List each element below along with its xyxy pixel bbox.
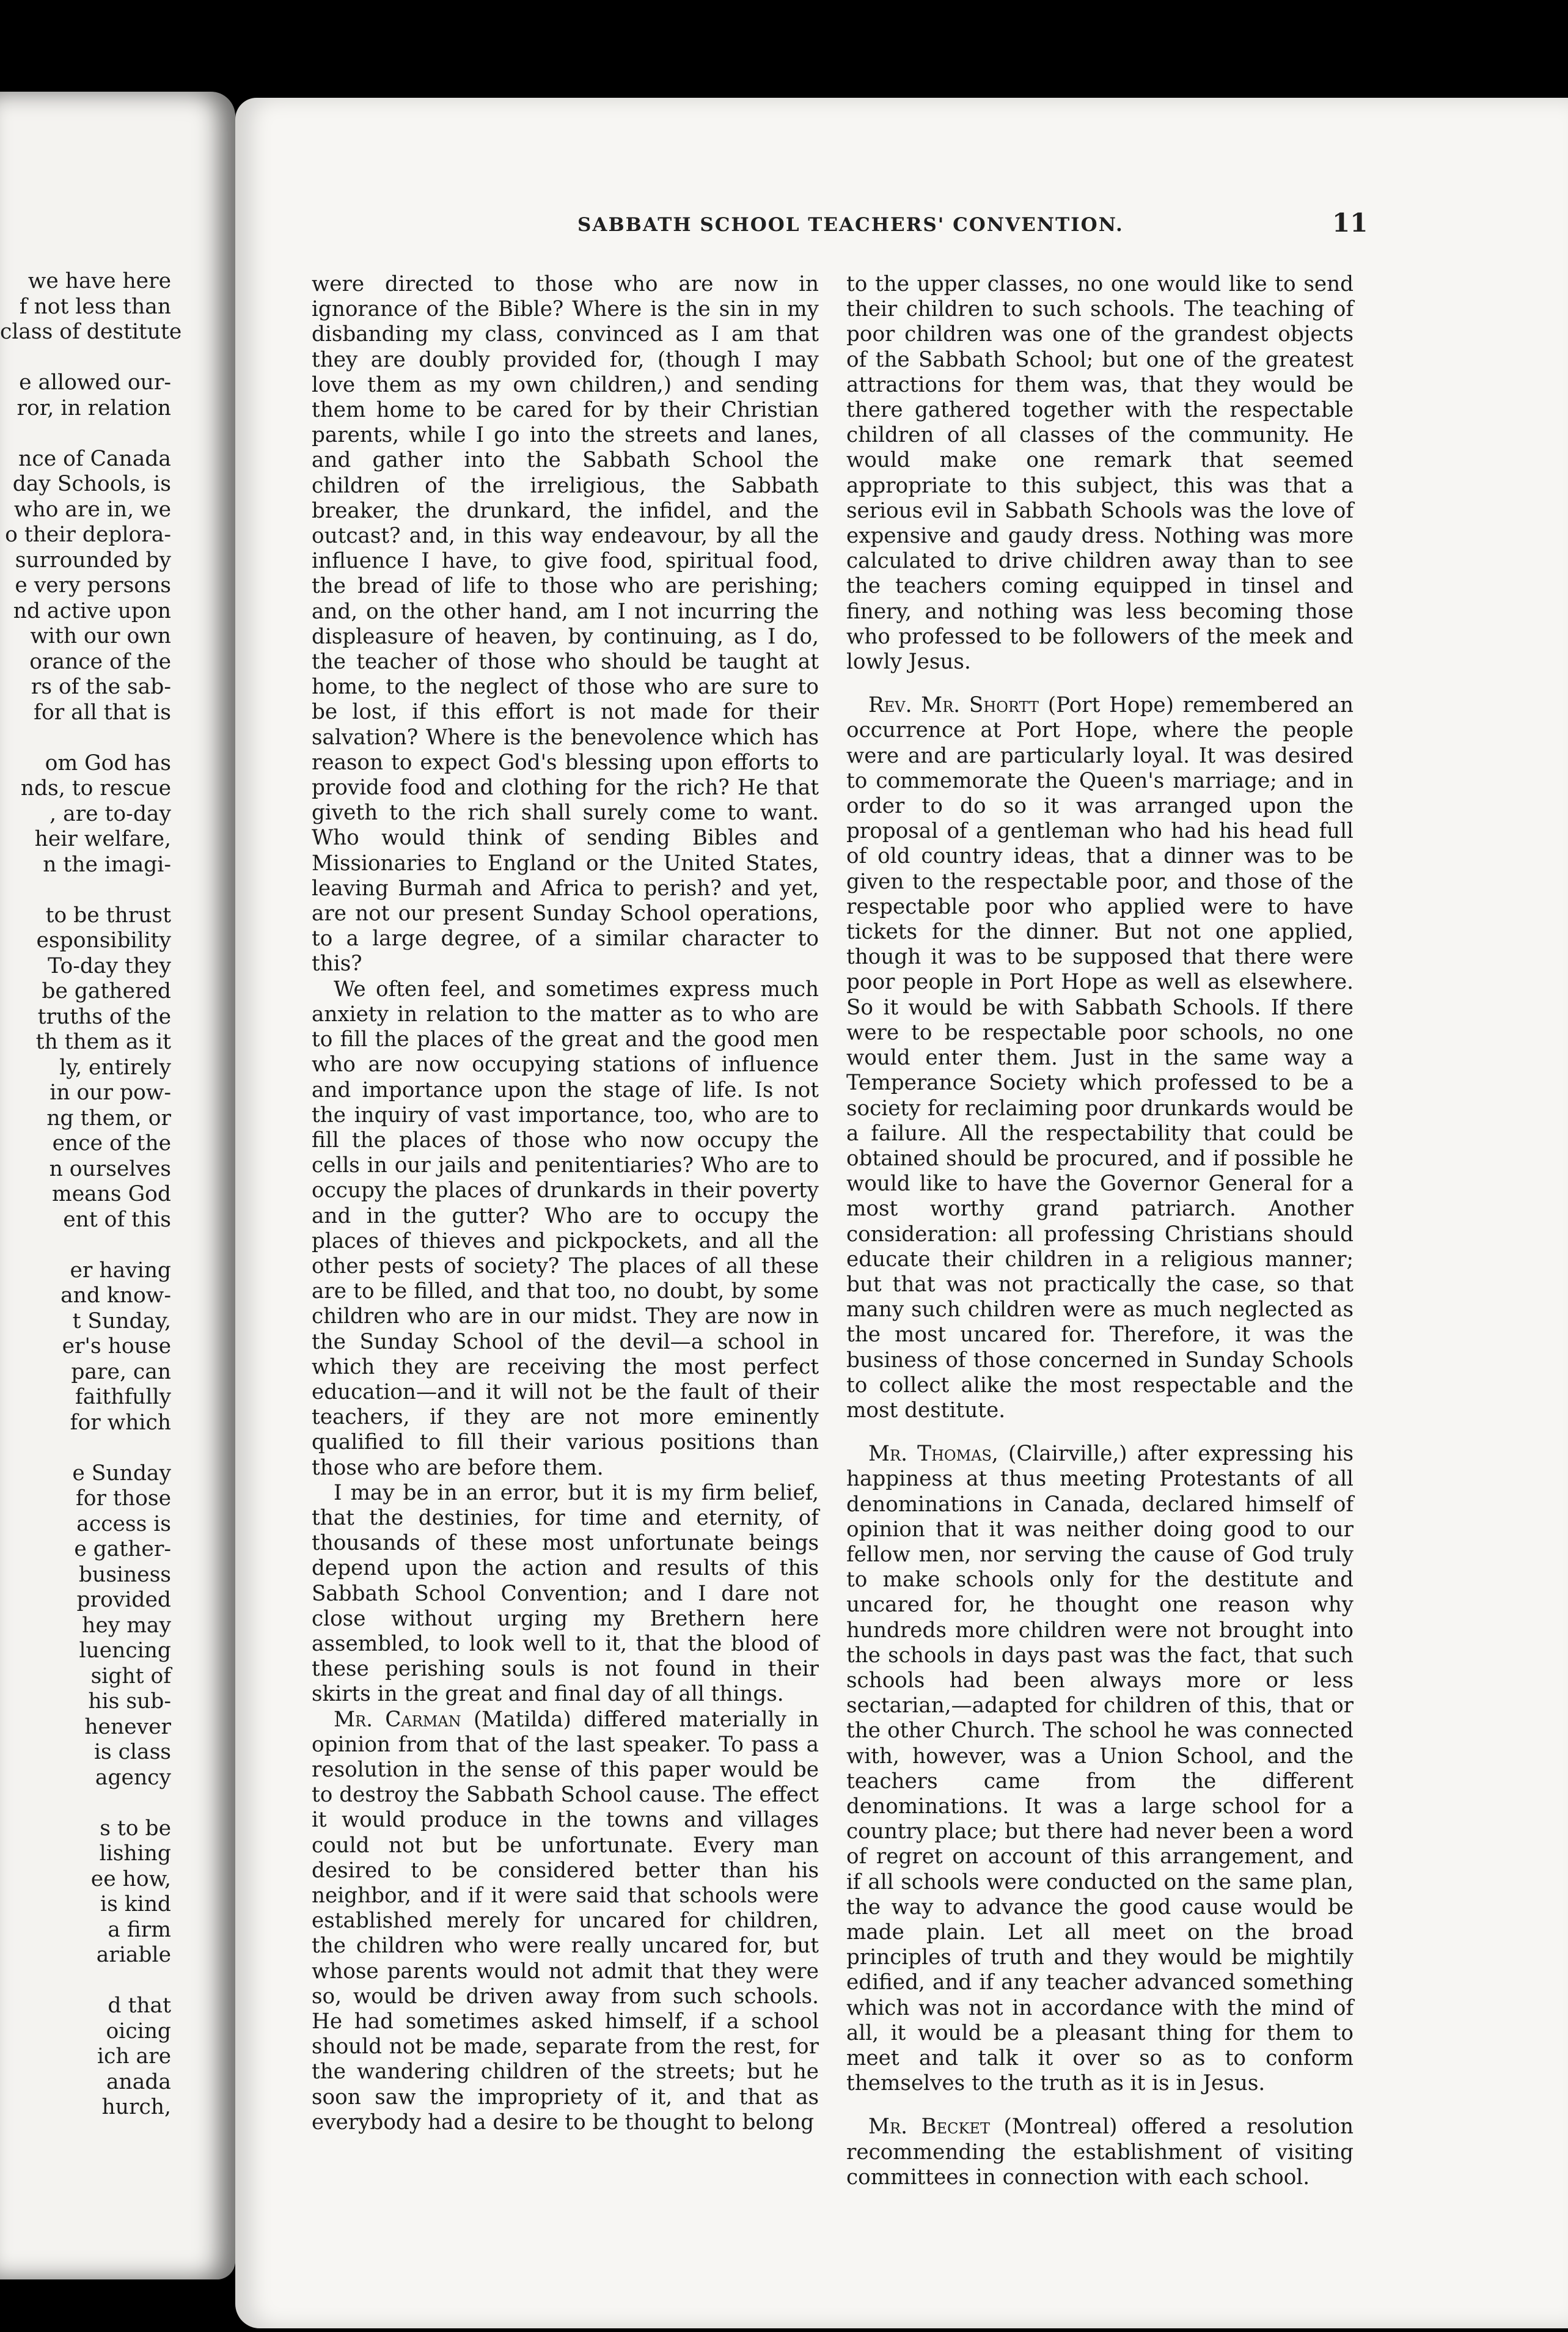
paragraph-text: (Port Hope) remembered an occurrence at Port Hope, where the people were and are particularly loyal. It was desired to commemorate the Queen's marriage; and in order to do so it was arranged upon the proposal of a gentleman who had his head full of old country ideas, that a dinner was to be given to the respectable poor, and those of the respectable poor who applied were to have tickets for the dinner. But not one applied, though it was to be supposed that there were poor people in Port Hope as well as elsewhere. So it would be with Sabbath Schools. If there were to be respectable poor schools, no one would enter them. Just in the same way a Temperance Society which professed to be a society for reclaiming poor drunkards would be a failure. All the respectability that could be obtained should be procured, and if possible he would like to have the Governor General for a most worthy grand patriarch. Another consideration: all professing Christians should educate their children in a religious manner; but that was not practically the case, so that many such children were as much neglected as the most uncared for. Therefore, it was the business of those concerned in Sunday Schools to collect alike the most respectable and the most destitute. [846,693,1354,1423]
previous-page-line: nds, to rescue [20,776,171,801]
previous-page-line: s to be [100,1816,171,1841]
previous-page-line: is kind [100,1892,171,1916]
paragraph: to the upper classes, no one would like to send their children to such schools. The teaching of poor children was one of the grandest objects of the Sabbath School; but one of the greatest attractions for them was, that they would be there gathered together with the respectable children of all classes of the community. He would make one remark that seemed appropriate to this subject, this was that a serious evil in Sabbath Schools was the love of expensive and gaudy dress. Nothing was more calculated to drive children away than to see the teachers coming equipped in tinsel and finery, and nothing was less becoming those who professed to be followers of the meek and lowly Jesus. [846,272,1354,675]
column-left [312,272,819,2135]
previous-page-line [0,1791,171,1816]
previous-page-line [0,421,171,447]
previous-page-line: be gathered [42,979,171,1003]
previous-page-line: luencing [79,1638,171,1663]
previous-page-line: e Sunday [72,1461,171,1486]
paragraph [846,693,1354,1423]
previous-page-line: ee how, [90,1866,171,1891]
page-number: 11 [1332,208,1368,238]
previous-page-line: ror, in relation [16,395,171,420]
previous-page-line: er having [70,1258,171,1283]
previous-page-line: sight of [90,1663,171,1689]
column-right [846,272,1354,2190]
previous-page-line: pare, can [71,1359,171,1384]
previous-page-text [0,269,182,2121]
previous-page-line [0,1233,171,1258]
previous-page-line: faithfully [75,1385,171,1409]
previous-page-line: for those [76,1486,171,1511]
previous-page-line: means God [51,1182,171,1206]
previous-page-line: his sub- [88,1689,171,1714]
previous-page-line: nd active upon [13,598,171,623]
previous-page-line: esponsibility [36,928,171,953]
paragraph: We often feel, and sometimes express much anxiety in relation to the matter as to who are to fill the places of the great and the good men who are now occupying stations of influence and importance upon the stage of life. Is not the inquiry of vast importance, too, who are to fill the places of those who now occupy the cells in our jails and penitentiaries? Who are to occupy the places of drunkards in their poverty and in the gutter? Who are to occupy the places of thieves and pickpockets, and all the other pests of society? The places of all these are to be filled, and that too, no doubt, by some children who are in our midst. They are now in the Sunday School of the devil—a school in which they are receiving the most perfect education—and it will not be the fault of their teachers, if they are not more eminently qualified to fill their various positions than those who are before them. [312,977,819,1480]
previous-page-line: for which [70,1410,171,1435]
previous-page-line: ng them, or [46,1106,171,1131]
previous-page-line: nce of Canada [18,446,171,471]
speaker-name: Rev. Mr. Shortt [868,693,1039,718]
previous-page-line: is class [93,1740,171,1764]
previous-page-line: in our pow- [49,1080,171,1105]
previous-page-line [0,725,171,751]
previous-page-line: rs of the sab- [31,675,171,699]
previous-page-line: hey may [82,1613,171,1638]
previous-page-line: anada [106,2069,171,2094]
previous-page-line: and know- [60,1283,171,1308]
paragraph-text: (Matilda) differed materially in opinion from that of the last speaker. To pass a resolution in the sense of this paper would be to destroy the Sabbath School cause. The effect it would produce in the towns and villages could not but be unfortunate. Every man desired to be considered better than his neighbor, and if it were said that schools were established merely for uncared for children, the children who were really uncared for, but whose parents would not admit that they were so, would be driven away from such schools. He had sometimes asked himself, if a school should not be made, separate from the rest, for the wandering children of the streets; but he soon saw the impropriety of it, and that as everybody had a desire to be thought to belong [312,1707,819,2135]
speaker-name: Mr. Becket [868,2114,990,2140]
previous-page-line: surrounded by [15,548,171,573]
previous-page-line: d that [108,1993,171,2018]
previous-page-line: ly, entirely [59,1055,171,1080]
running-title: SABBATH SCHOOL TEACHERS' CONVENTION. [577,214,1124,236]
page [235,98,1568,2328]
previous-page-line: t Sunday, [72,1308,171,1333]
previous-page-line: ence of the [52,1131,171,1156]
paragraph: were directed to those who are now in ignorance of the Bible? Where is the sin in my disbanding my class, convinced as I am that they are doubly provided for, (though I may love them as my own children,) and sending them home to be cared for by their Christian parents, while I go into the streets and lanes, and gather into the Sabbath School the children of the irreligious, the Sabbath breaker, the drunkard, the infidel, and the outcast? and, in this way endeavour, by all the influence I have, to give food, spiritual food, the bread of life to those who are perishing; and, on the other hand, am I not incurring the displeasure of heaven, by continuing, as I do, the teacher of those who should be taught at home, to the neglect of those who are sure to be lost, if this effort is not made for their salvation? Where is the benevolence which has reason to expect God's blessing upon efforts to provide food and clothing for the rich? He that giveth to the rich shall surely come to want. Who would think of sending Bibles and Missionaries to England or the United States, leaving Burmah and Africa to perish? and yet, are not our present Sunday School operations, to a large degree, of a similar character to this? [312,272,819,977]
previous-page-line: ent of this [63,1207,171,1232]
paragraph [846,1442,1354,2096]
previous-page-line [0,1968,171,1994]
paragraph: I may be in an error, but it is my firm belief, that the destinies, for time and eternity, of thousands of these most unfortunate beings depend upon the action and results of this Sabbath School Convention; and I dare not close without urging my Brethern here assembled, to look well to it, that the blood of these perishing souls is not found in their skirts in the great and final day of all things. [312,1480,819,1707]
previous-page-line: we have here [27,269,171,293]
previous-page-line: for all that is [34,700,171,725]
previous-page-line: hurch, [101,2095,171,2119]
previous-page-line [0,1436,171,1461]
previous-page-line: n ourselves [49,1156,171,1181]
previous-page-line: who are in, we [13,497,171,522]
previous-page-line: ariable [96,1943,171,1967]
previous-page-line: a firm [108,1917,171,1942]
previous-page-line [0,878,171,903]
previous-page-line: lishing [99,1841,171,1866]
previous-page-edge [0,92,235,2279]
previous-page-line: truths of the [37,1004,171,1029]
previous-page-line: er's house [62,1334,171,1358]
previous-page-line: o their deplora- [5,522,171,547]
paragraph-text: (Montreal) offered a resolution recommending the establishment of visiting committees in connection with each school. [846,2114,1354,2190]
previous-page-line: om God has [45,750,171,776]
paragraph [312,1707,819,2135]
previous-page-line: ich are [97,2044,171,2069]
previous-page-line: provided [76,1588,171,1612]
previous-page-line: e allowed our- [19,370,171,395]
previous-page-line: oicing [106,2019,171,2044]
previous-page-line: orance of the [29,649,171,674]
previous-page-line: henever [84,1714,171,1739]
previous-page-line: heir welfare, [34,827,171,851]
previous-page-line: day Schools, is [12,472,171,496]
previous-page-line: agency [95,1765,171,1790]
paragraph [846,2114,1354,2190]
previous-page-line: f not less than [19,294,171,319]
previous-page-line: e very persons [15,573,171,598]
previous-page-line: to be thrust [45,903,171,928]
paragraph-text: (Clairville,) after expressing his happiness at thus meeting Protestants of all denominations in Canada, declared himself of opinion that it was neither doing good to our fellow men, nor serving the cause of God truly to make schools only for the destitute and uncared for, he thought one reason why hundreds more children were not brought into the schools in days past was the fact, that such schools had been always more or less sectarian,—adapted for children of this, that or the other Church. The school he was connected with, however, was a Union School, and the teachers came from the different denominations. It was a large school for a country place; but there had never been a word of regret on account of this arrangement, and if all schools were conducted on the same plan, the way to advance the good cause would be made plain. Let all meet on the broad principles of truth and they would be mightily edified, and if any teacher advanced something which was not in accordance with the mind of all, it would be a pleasant thing for them to meet and talk it over so as to conform themselves to the truth as it is in Jesus. [846,1442,1354,2096]
speaker-name: Mr. Carman [334,1707,461,1732]
previous-page-line: with our own [30,624,171,648]
previous-page-line: , are to-day [49,801,171,826]
previous-page-line: To-day they [48,953,171,978]
previous-page-line: n the imagi- [43,852,171,877]
speaker-name: Mr. Thomas, [868,1442,998,1467]
previous-page-line: business [78,1562,171,1587]
previous-page-line: class of destitute [0,320,182,344]
previous-page-line: th them as it [35,1030,171,1054]
previous-page-line [0,345,171,371]
previous-page-line: e gather- [74,1537,171,1561]
previous-page-line: access is [76,1511,171,1536]
